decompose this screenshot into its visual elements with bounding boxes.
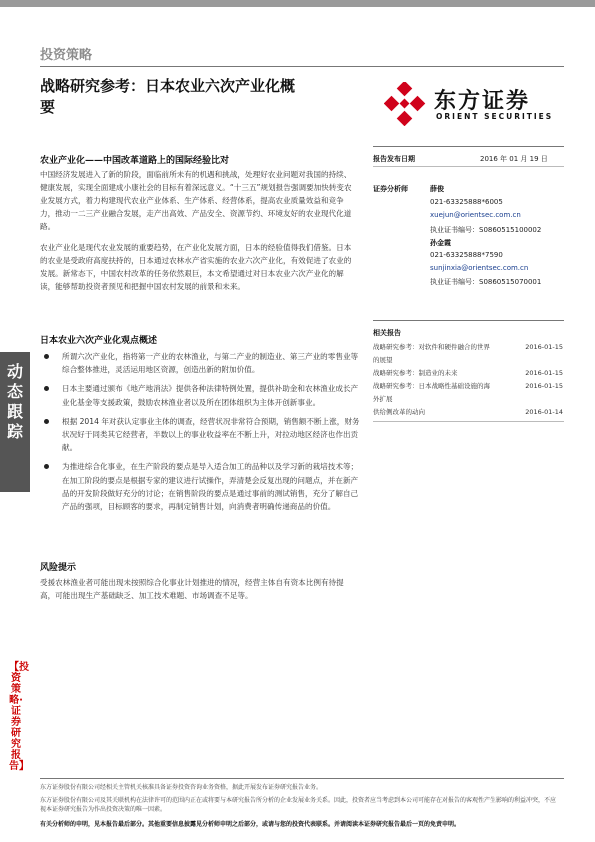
related-item[interactable]: 外扩展 <box>373 395 393 403</box>
related-divider-bottom <box>373 421 564 422</box>
view-item: 根据 2014 年对获认定事业主体的调查，经营状况非常符合预期，销售额不断上涨，财务状况好于同类其它经营者，半数以上的事业收益率在不断上升，对拉动地区经济也作出贡献。 <box>40 415 360 455</box>
related-item[interactable]: 战略研究参考：制造业的未来 2016-01-15 <box>373 369 563 377</box>
analyst-name: 孙金霞 <box>430 239 451 247</box>
report-title-line2: 要 <box>40 98 56 116</box>
footer-line-2: 东方证券股份有限公司及其关联机构在法律许可的范围内正在或将要与本研究报告所分析的企业发展业务关系。因此，投资者应当考虑到本公司可能存在对报告的客观性产生影响的利益冲突，不应视本证券研究报告为作出投资决策的唯一因素。 <box>40 797 557 813</box>
footer-line-1: 东方证券股份有限公司经相关主管机关核准具备证券投资咨询业务资格，据此开展发布证券研究报告业务。 <box>40 784 323 791</box>
view-item: 所谓六次产业化，指将第一产业的农林渔业，与第二产业的制造业、第三产业的零售业等综合整体推进，灵活运用地区资源，创造出新的附加价值。 <box>40 350 360 376</box>
logo-name-en: ORIENT SECURITIES <box>436 112 554 121</box>
bullet-icon <box>44 354 49 359</box>
view-item: 日本主要通过颁布《地产地消法》提供各种法律特例处置，提供补助金和农林渔业成长产业化基金等支援政策，鼓励农林渔业者以及所在团体组织为主体开创新事业。 <box>40 382 360 408</box>
analyst-cert: 执业证书编号：S0860515070001 <box>430 278 542 286</box>
report-title <box>40 76 350 118</box>
related-heading: 相关报告 <box>373 329 401 337</box>
analyst-phone: 021-63325888*7590 <box>430 251 503 259</box>
side-tab-label: 动 态 跟 踪 <box>6 362 23 441</box>
bullet-icon <box>44 464 49 469</box>
logo-name-cn: 东方证券 <box>434 89 531 114</box>
risk-heading: 风险提示 <box>40 563 77 573</box>
footer-line-3: 有关分析师的申明，见本报告最后部分。其他重要信息披露见分析师申明之后部分，或请与您的投资代表联系。并请阅读本证券研究报告最后一页的免责申明。 <box>40 821 461 828</box>
right-divider-top <box>373 146 564 147</box>
views-heading: 日本农业六次产业化观点概述 <box>40 336 158 346</box>
side-report-type: 【投资策略·证券研究报告】 <box>9 662 29 772</box>
analyst-name: 薛俊 <box>430 185 444 193</box>
intro-paragraph-1: 中国经济发展进入了新的阶段，面临前所未有的机遇和挑战，处理好农业问题对我国的持续、健康发展，实现全面建成小康社会的目标有着深远意义。“十三五”规划报告强调要加快转变农业发展方式，着力构建现代农业产业体系、生产体系、经营体系，提高农业质量效益和竞争力，推动一二三产业融合发展，走产出高效、产品安全、资源节约、环境友好的农业现代化道路。 <box>40 170 352 232</box>
date-divider <box>373 166 564 167</box>
analyst-phone: 021-63325888*6005 <box>430 198 503 206</box>
related-list <box>373 341 563 419</box>
risk-text: 受援农林渔业者可能出现未按照综合化事业计划推进的情况，经营主体自有资本比例有待提高，可能出现生产基础缺乏、加工技术难题、市场调查不足等。 <box>40 578 344 601</box>
analyst-label: 证券分析师 <box>373 185 408 193</box>
views-list <box>40 350 360 519</box>
intro-heading: 农业产业化——中国改革道路上的国际经验比对 <box>40 156 230 166</box>
company-logo <box>384 82 564 126</box>
report-date-value: 2016 年 01 月 19 日 <box>480 155 548 163</box>
bullet-icon <box>44 419 49 424</box>
related-item[interactable]: 战略研究参考：日本战略性基础设施的海 2016-01-15 <box>373 382 563 390</box>
related-item[interactable]: 的展望 <box>373 356 393 364</box>
analyst-cert: 执业证书编号：S0860515100002 <box>430 226 542 234</box>
footer-divider <box>40 778 564 779</box>
header-divider <box>40 66 564 67</box>
related-item[interactable]: 供给侧改革的动向 2016-01-14 <box>373 408 563 416</box>
orient-logo-icon <box>384 82 428 126</box>
report-date-label: 报告发布日期 <box>373 155 415 163</box>
related-item[interactable]: 战略研究参考：对软件和硬件融合的世界 2016-01-15 <box>373 343 563 351</box>
analyst-email[interactable]: sunjinxia@orientsec.com.cn <box>430 264 529 272</box>
related-divider <box>373 320 564 321</box>
top-bar <box>0 0 595 7</box>
report-title-line1: 战略研究参考：日本农业六次产业化概 <box>40 77 296 95</box>
section-tag: 投资策略 <box>40 48 93 63</box>
analyst-email[interactable]: xuejun@orientsec.com.cn <box>430 211 521 219</box>
view-item: 为推进综合化事业，在生产阶段的要点是导入适合加工的品种以及学习新的栽培技术等；在加工阶段的要点是根据专家的建议进行试操作，弄清楚会反复出现的问题点，并在新产品的开发阶段做好充分的讨论；在销售阶段的要点是通过事前的测试销售，充分了解自己产品的强项，目标顾客的要求，再制定销售计划，向消费者明确传递商品的价值。 <box>40 460 360 513</box>
bullet-icon <box>44 386 49 391</box>
intro-paragraph-2: 农业产业化是现代农业发展的重要趋势，在产业化发展方面，日本的经验值得我们借鉴。日本的农业是受政府高度扶持的，日本通过农林水产省实施的农业六次产业化，有效促进了农业的发展。新常态下，中国农村改革的任务依然艰巨，本文希望通过对日本农业六次产业化的解读，能够帮助投资者预见和把握中国农村发展的前景和未来。 <box>40 243 352 292</box>
